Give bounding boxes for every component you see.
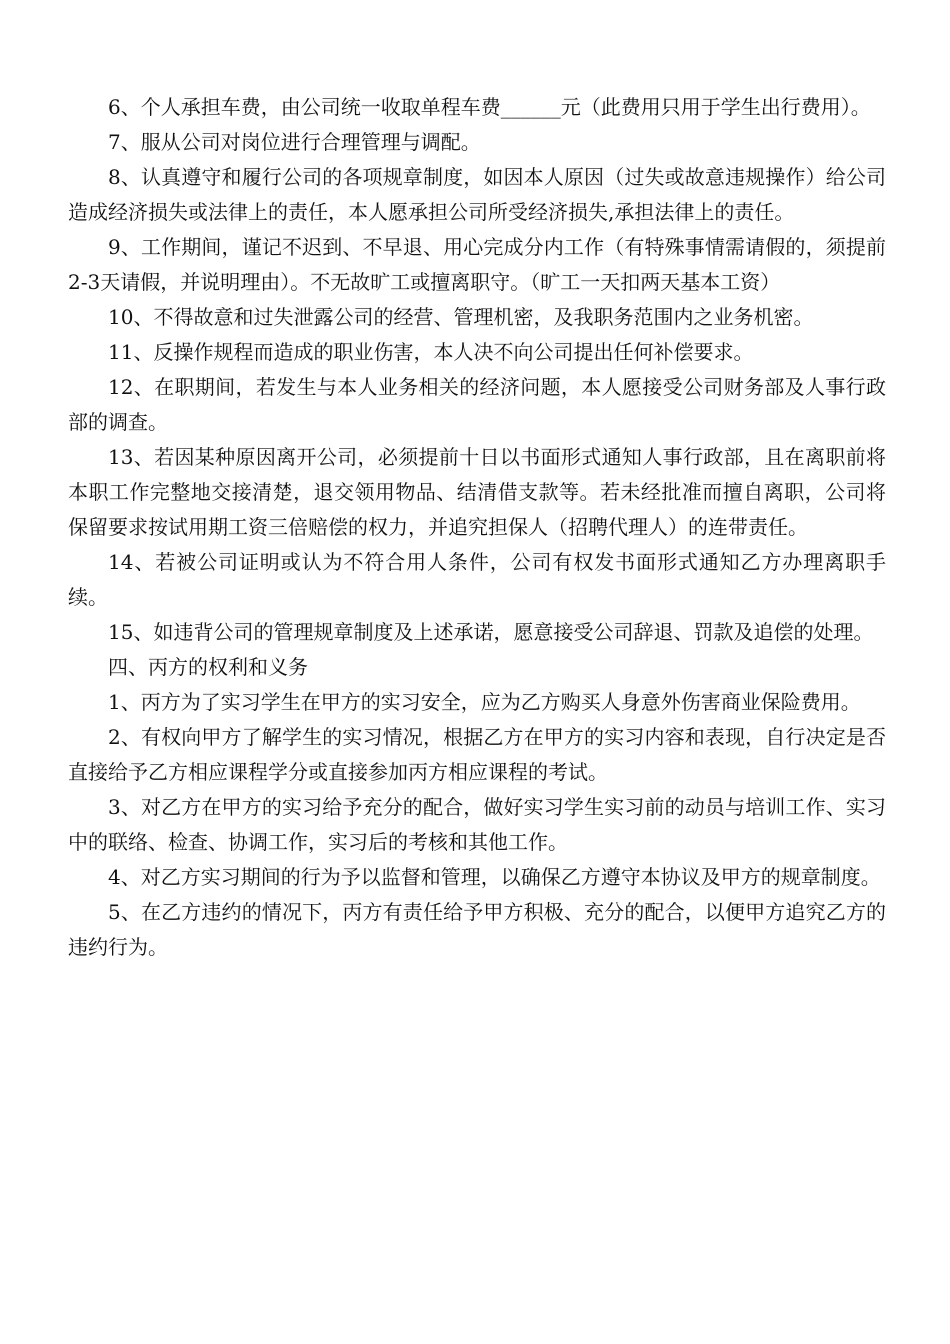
paragraph-clause-12: 12、在职期间，若发生与本人业务相关的经济问题，本人愿接受公司财务部及人事行政部的调查。 (68, 375, 886, 434)
paragraph-clause-6: 6、个人承担车费，由公司统一收取单程车费______元（此费用只用于学生出行费用）。 (108, 95, 871, 119)
paragraph-clause-7: 7、服从公司对岗位进行合理管理与调配。 (108, 130, 481, 154)
paragraph-clause-8: 8、认真遵守和履行公司的各项规章制度，如因本人原因（过失或故意违规操作）给公司造成经济损失或法律上的责任，本人愿承担公司所受经济损失,承担法律上的责任。 (68, 165, 886, 224)
paragraph-party-c-4: 4、对乙方实习期间的行为予以监督和管理，以确保乙方遵守本协议及甲方的规章制度。 (108, 865, 881, 889)
paragraph-clause-14: 14、若被公司证明或认为不符合用人条件，公司有权发书面形式通知乙方办理离职手续。 (68, 550, 886, 609)
section-heading: 四、丙方的权利和义务 (108, 655, 308, 679)
paragraph-party-c-2: 2、有权向甲方了解学生的实习情况，根据乙方在甲方的实习内容和表现，自行决定是否直接给予乙方相应课程学分或直接参加丙方相应课程的考试。 (68, 725, 886, 784)
paragraph-clause-9: 9、工作期间，谨记不迟到、不早退、用心完成分内工作（有特殊事情需请假的，须提前2-3天请假，并说明理由）。不无故旷工或擅离职守。（旷工一天扣两天基本工资） (68, 235, 886, 294)
paragraph-clause-10: 10、不得故意和过失泄露公司的经营、管理机密，及我职务范围内之业务机密。 (108, 305, 814, 329)
paragraph-party-c-1: 1、丙方为了实习学生在甲方的实习安全，应为乙方购买人身意外伤害商业保险费用。 (108, 690, 861, 714)
paragraph-party-c-5: 5、在乙方违约的情况下，丙方有责任给予甲方积极、充分的配合，以便甲方追究乙方的违约行为。 (68, 900, 886, 959)
paragraph-party-c-3: 3、对乙方在甲方的实习给予充分的配合，做好实习学生实习前的动员与培训工作、实习中的联络、检查、协调工作，实习后的考核和其他工作。 (68, 795, 886, 854)
paragraph-clause-13: 13、若因某种原因离开公司，必须提前十日以书面形式通知人事行政部，且在离职前将本职工作完整地交接清楚，退交领用物品、结清借支款等。若未经批准而擅自离职，公司将保留要求按试用期工资三倍赔偿的权力，并追究担保人（招聘代理人）的连带责任。 (68, 445, 886, 539)
document-page (68, 90, 886, 965)
paragraph-clause-11: 11、反操作规程而造成的职业伤害，本人决不向公司提出任何补偿要求。 (108, 340, 754, 364)
paragraph-clause-15: 15、如违背公司的管理规章制度及上述承诺，愿意接受公司辞退、罚款及追偿的处理。 (108, 620, 874, 644)
